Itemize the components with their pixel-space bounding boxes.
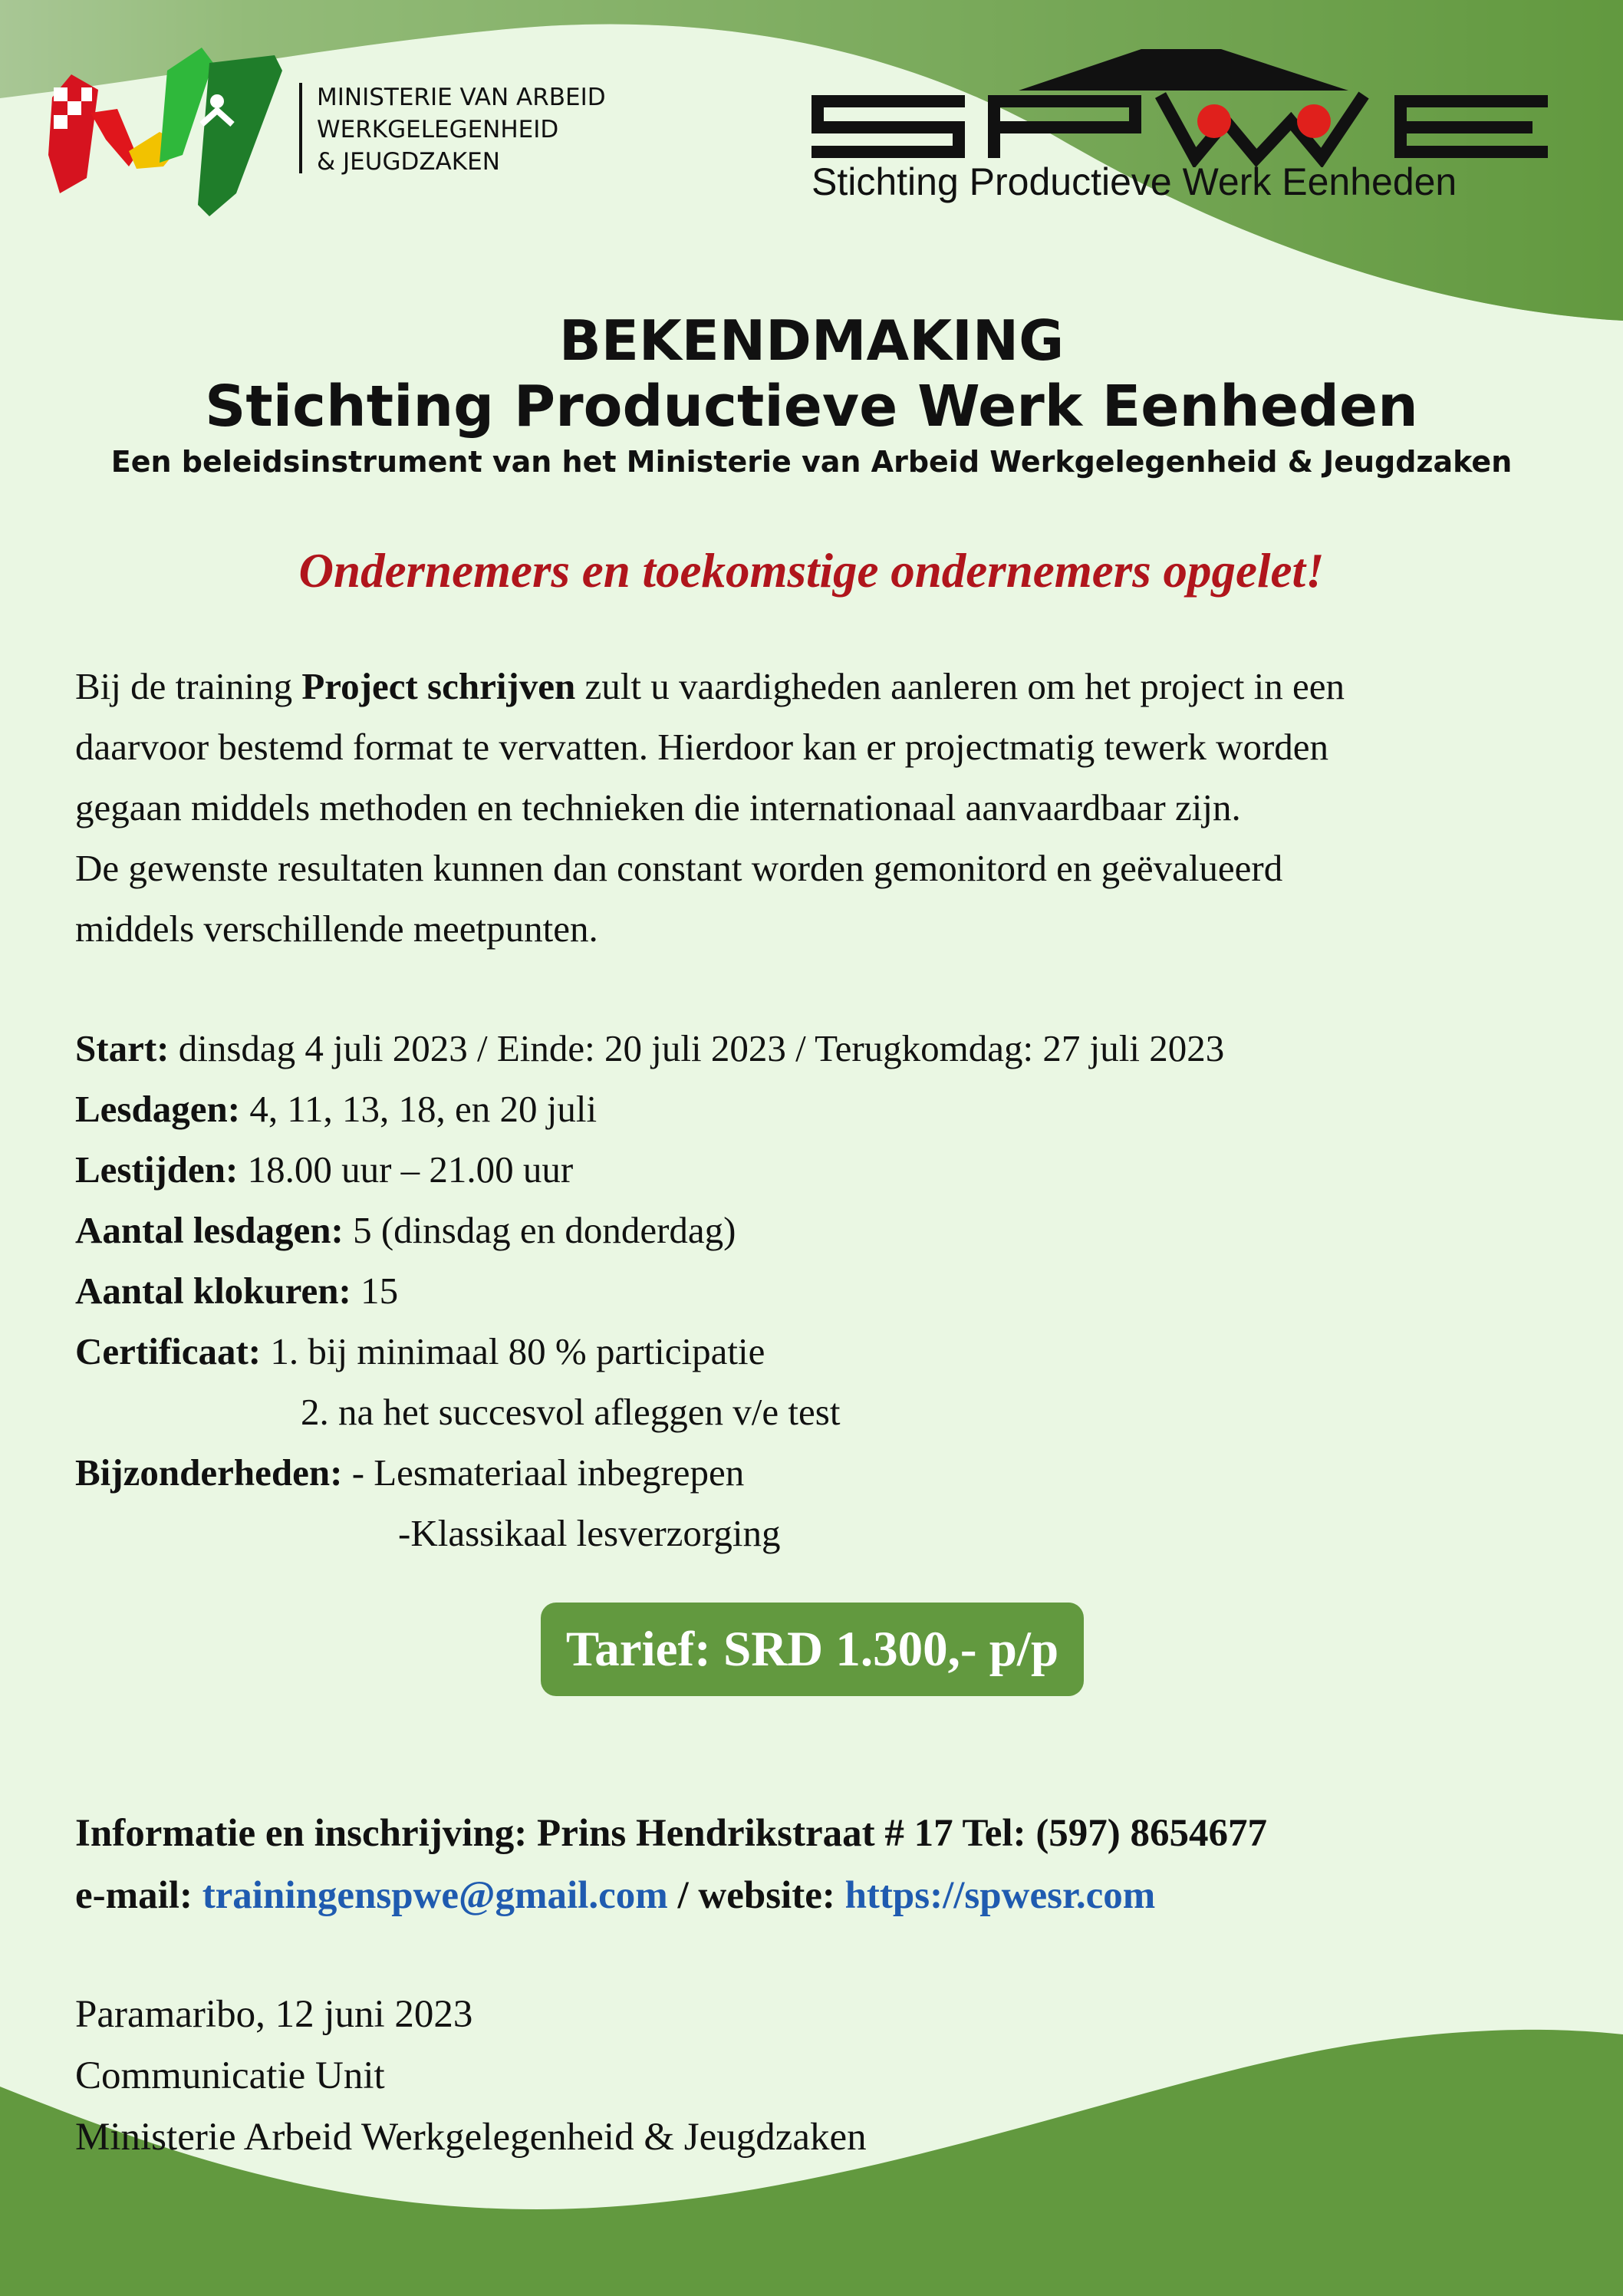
intro-paragraph	[75, 656, 1579, 959]
certificaat-item-2: 2. na het succesvol afleggen v/e test	[301, 1391, 841, 1433]
lestijden-value: 18.00 uur – 21.00 uur	[238, 1148, 574, 1191]
lesdagen-row	[75, 1079, 1224, 1139]
klokuren-label: Aantal klokuren:	[75, 1270, 351, 1312]
intro-line-2: daarvoor bestemd format te vervatten. Hierdoor kan er projectmatig tewerk worden	[75, 726, 1329, 768]
ministry-logo-line1: MINISTERIE VAN ARBEID	[317, 84, 606, 111]
ministry-logo-line3: & JEUGDZAKEN	[317, 148, 500, 176]
signature-block	[75, 1984, 867, 2168]
email-link[interactable]: trainingenspwe@gmail.com	[202, 1874, 668, 1917]
page-title: BEKENDMAKING	[558, 308, 1065, 373]
lesdagen-value: 4, 11, 13, 18, en 20 juli	[240, 1088, 598, 1130]
bijzonderheden-item-1: - Lesmateriaal inbegrepen	[342, 1451, 745, 1494]
certificaat-item-1: 1. bij minimaal 80 % participatie	[261, 1330, 765, 1372]
start-value: dinsdag 4 juli 2023 / Einde: 20 juli 2023 / Terugkomdag: 27 juli 2023	[169, 1027, 1225, 1069]
klokuren-row	[75, 1260, 1224, 1321]
training-details	[75, 1018, 1224, 1563]
website-label: / website:	[667, 1874, 845, 1917]
intro-text: Bij de training	[75, 665, 302, 707]
page-subtitle: Stichting Productieve Werk Eenheden	[205, 374, 1418, 440]
spwe-logo	[812, 44, 1551, 167]
lestijden-row	[75, 1139, 1224, 1200]
aantal-lesdagen-value: 5 (dinsdag en donderdag)	[343, 1209, 736, 1251]
slogan: Ondernemers en toekomstige ondernemers opgelet!	[298, 544, 1325, 598]
intro-line-3: gegaan middels methoden en technieken die internationaal aanvaardbaar zijn.	[75, 786, 1241, 828]
ministry-name: Ministerie Arbeid Werkgelegenheid & Jeugdzaken	[75, 2116, 867, 2159]
training-name: Project schrijven	[301, 665, 576, 707]
intro-line-4: De gewenste resultaten kunnen dan constant worden gemonitord en geëvalueerd	[75, 847, 1283, 889]
certificaat-row	[75, 1321, 1224, 1382]
klokuren-value: 15	[351, 1270, 399, 1312]
address-phone: Informatie en inschrijving: Prins Hendrikstraat # 17 Tel: (597) 8654677	[75, 1812, 1268, 1855]
ministry-logo-text	[317, 81, 606, 178]
aantal-lesdagen-label: Aantal lesdagen:	[75, 1209, 344, 1251]
price-badge: Tarief: SRD 1.300,- p/p	[541, 1603, 1084, 1696]
communication-unit: Communicatie Unit	[75, 2054, 385, 2097]
bijzonderheden-label: Bijzonderheden:	[75, 1451, 343, 1494]
start-row	[75, 1018, 1224, 1079]
start-label: Start:	[75, 1027, 170, 1069]
intro-line-1	[75, 656, 1579, 716]
email-label: e-mail:	[75, 1874, 202, 1917]
page-tagline: Een beleidsinstrument van het Ministerie van Arbeid Werkgelegenheid & Jeugdzaken	[110, 445, 1513, 479]
lestijden-label: Lestijden:	[75, 1148, 239, 1191]
lesdagen-label: Lesdagen:	[75, 1088, 241, 1130]
place-date: Paramaribo, 12 juni 2023	[75, 1993, 473, 2036]
bijzonderheden-item-2: -Klassikaal lesverzorging	[398, 1512, 781, 1554]
contact-info	[75, 1803, 1267, 1927]
ministry-logo-line2: WERKGELEGENHEID	[317, 116, 559, 143]
email-website-row	[75, 1865, 1267, 1927]
bijzonderheden-row	[75, 1442, 1224, 1503]
intro-text: zult u vaardigheden aanleren om het project in een	[575, 665, 1345, 707]
aantal-lesdagen-row	[75, 1200, 1224, 1260]
intro-line-5: middels verschillende meetpunten.	[75, 908, 598, 950]
website-link[interactable]: https://spwesr.com	[844, 1874, 1156, 1917]
ministry-logo	[44, 40, 298, 224]
ministry-logo-divider	[299, 83, 302, 173]
spwe-logo-tagline: Stichting Productieve Werk Eenheden	[812, 160, 1457, 203]
certificaat-label: Certificaat:	[75, 1330, 262, 1372]
